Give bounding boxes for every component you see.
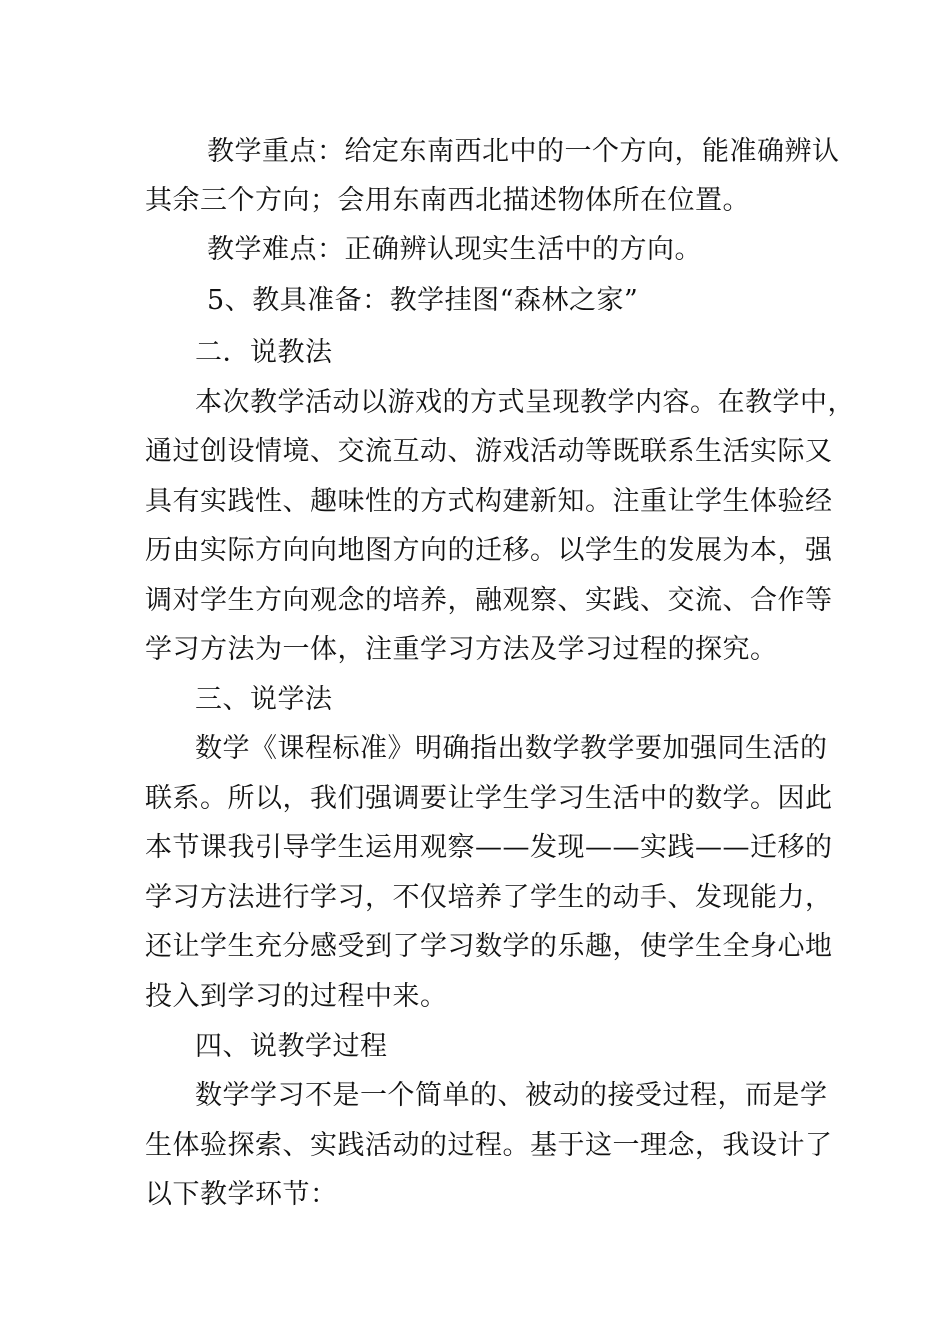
section-heading: 三、说学法 bbox=[195, 684, 333, 715]
text-line: 投入到学习的过程中来。 bbox=[145, 981, 448, 1012]
section-heading: 四、说教学过程 bbox=[195, 1031, 388, 1062]
text-line: 学习方法为一体，注重学习方法及学习过程的探究。 bbox=[145, 634, 778, 665]
section-heading: 二．说教法 bbox=[195, 337, 333, 368]
text-line: 历由实际方向向地图方向的迁移。以学生的发展为本，强 bbox=[145, 535, 833, 566]
text-line: 数学《课程标准》明确指出数学教学要加强同生活的 bbox=[195, 733, 828, 764]
text-line: 本节课我引导学生运用观察——发现——实践——迁移的 bbox=[145, 832, 833, 863]
text-line: 本次教学活动以游戏的方式呈现教学内容。在教学中， bbox=[195, 387, 855, 418]
text-line: 数学学习不是一个简单的、被动的接受过程，而是学 bbox=[195, 1080, 828, 1111]
text-line: 生体验探索、实践活动的过程。基于这一理念，我设计了 bbox=[145, 1130, 833, 1161]
text-line: 学习方法进行学习，不仅培养了学生的动手、发现能力， bbox=[145, 882, 833, 913]
text-line: 具有实践性、趣味性的方式构建新知。注重让学生体验经 bbox=[145, 486, 833, 517]
text-line: 5、教具准备：教学挂图“森林之家” bbox=[207, 285, 639, 316]
text-line: 通过创设情境、交流互动、游戏活动等既联系生活实际又 bbox=[145, 436, 833, 467]
text-line: 联系。所以，我们强调要让学生学习生活中的数学。因此 bbox=[145, 783, 833, 814]
text-line: 调对学生方向观念的培养，融观察、实践、交流、合作等 bbox=[145, 585, 833, 616]
text-line: 教学难点：正确辨认现实生活中的方向。 bbox=[207, 234, 702, 265]
text-line: 其余三个方向；会用东南西北描述物体所在位置。 bbox=[145, 185, 750, 216]
text-line: 以下教学环节： bbox=[145, 1179, 338, 1210]
text-line: 教学重点：给定东南西北中的一个方向，能准确辨认 bbox=[207, 136, 840, 167]
text-line: 还让学生充分感受到了学习数学的乐趣，使学生全身心地 bbox=[145, 931, 833, 962]
